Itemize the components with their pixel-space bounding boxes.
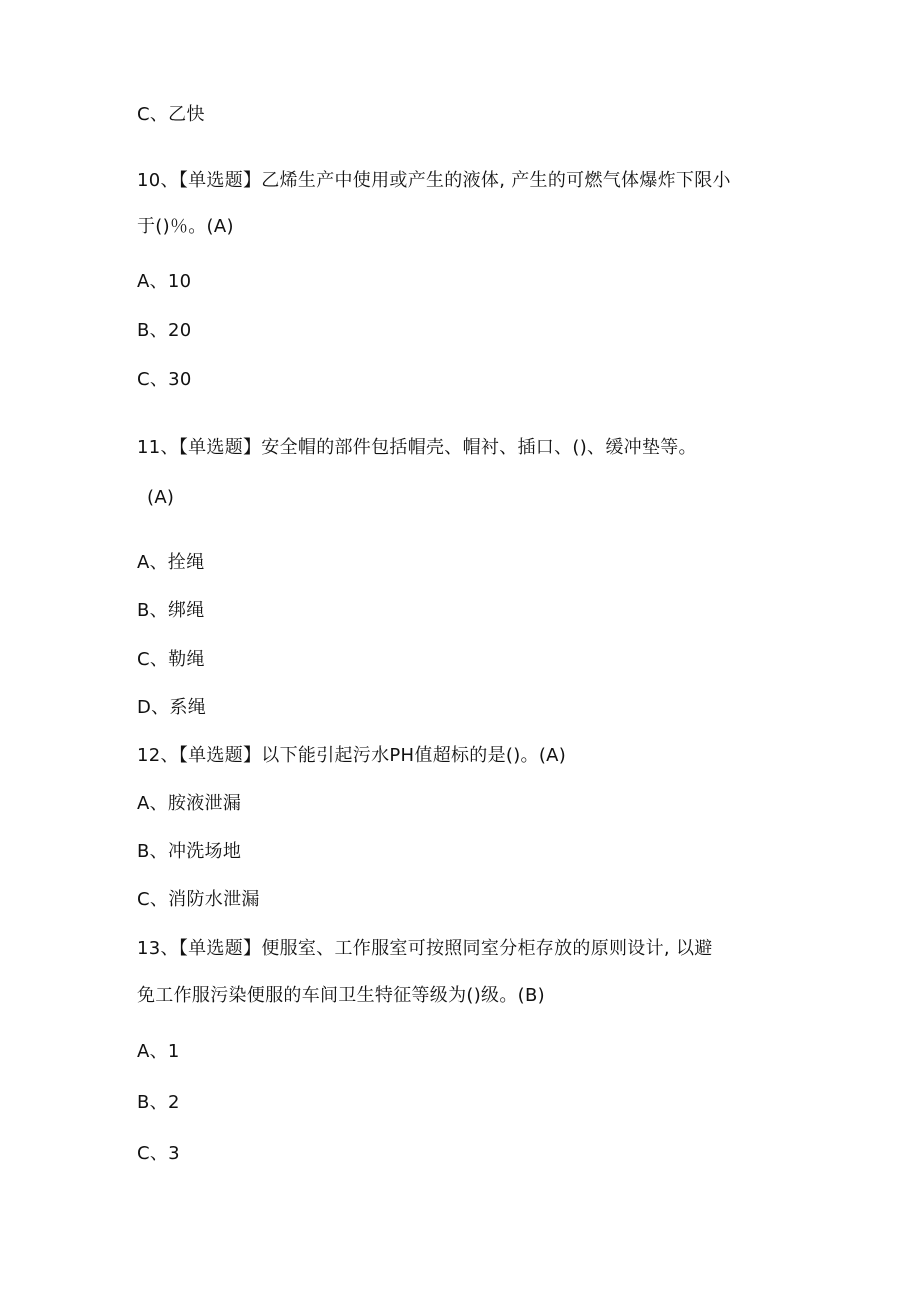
question-11-stem-line-2: (A) xyxy=(147,487,175,508)
question-13-option-b: B、2 xyxy=(137,1092,180,1113)
question-10-option-a: A、10 xyxy=(137,271,192,292)
question-10-option-b: B、20 xyxy=(137,320,192,341)
question-13-stem-line-1: 13、【单选题】便服室、工作服室可按照同室分柜存放的原则设计, 以避 xyxy=(137,938,713,959)
question-11-option-a: A、拴绳 xyxy=(137,552,205,573)
question-13-stem-line-2: 免工作服污染便服的车间卫生特征等级为()级。(B) xyxy=(137,985,545,1006)
question-12-stem-line-1: 12、【单选题】以下能引起污水PH值超标的是()。(A) xyxy=(137,745,567,766)
question-12-option-b: B、冲洗场地 xyxy=(137,841,242,862)
question-10-option-c: C、30 xyxy=(137,369,192,390)
question-12-option-c: C、消防水泄漏 xyxy=(137,889,260,910)
question-11-option-b: B、绑绳 xyxy=(137,600,205,621)
question-11-stem-line-1: 11、【单选题】安全帽的部件包括帽壳、帽衬、插口、()、缓冲垫等。 xyxy=(137,437,697,458)
question-12-option-a: A、胺液泄漏 xyxy=(137,793,242,814)
question-10-stem-line-1: 10、【单选题】乙烯生产中使用或产生的液体, 产生的可燃气体爆炸下限小 xyxy=(137,170,731,191)
question-11-option-c: C、勒绳 xyxy=(137,649,205,670)
question-11-option-d: D、系绳 xyxy=(137,697,207,718)
question-13-option-c: C、3 xyxy=(137,1143,180,1164)
question-9-option-c: C、乙快 xyxy=(137,104,205,125)
question-10-stem-line-2: 于()％。(A) xyxy=(137,216,234,237)
question-13-option-a: A、1 xyxy=(137,1041,180,1062)
